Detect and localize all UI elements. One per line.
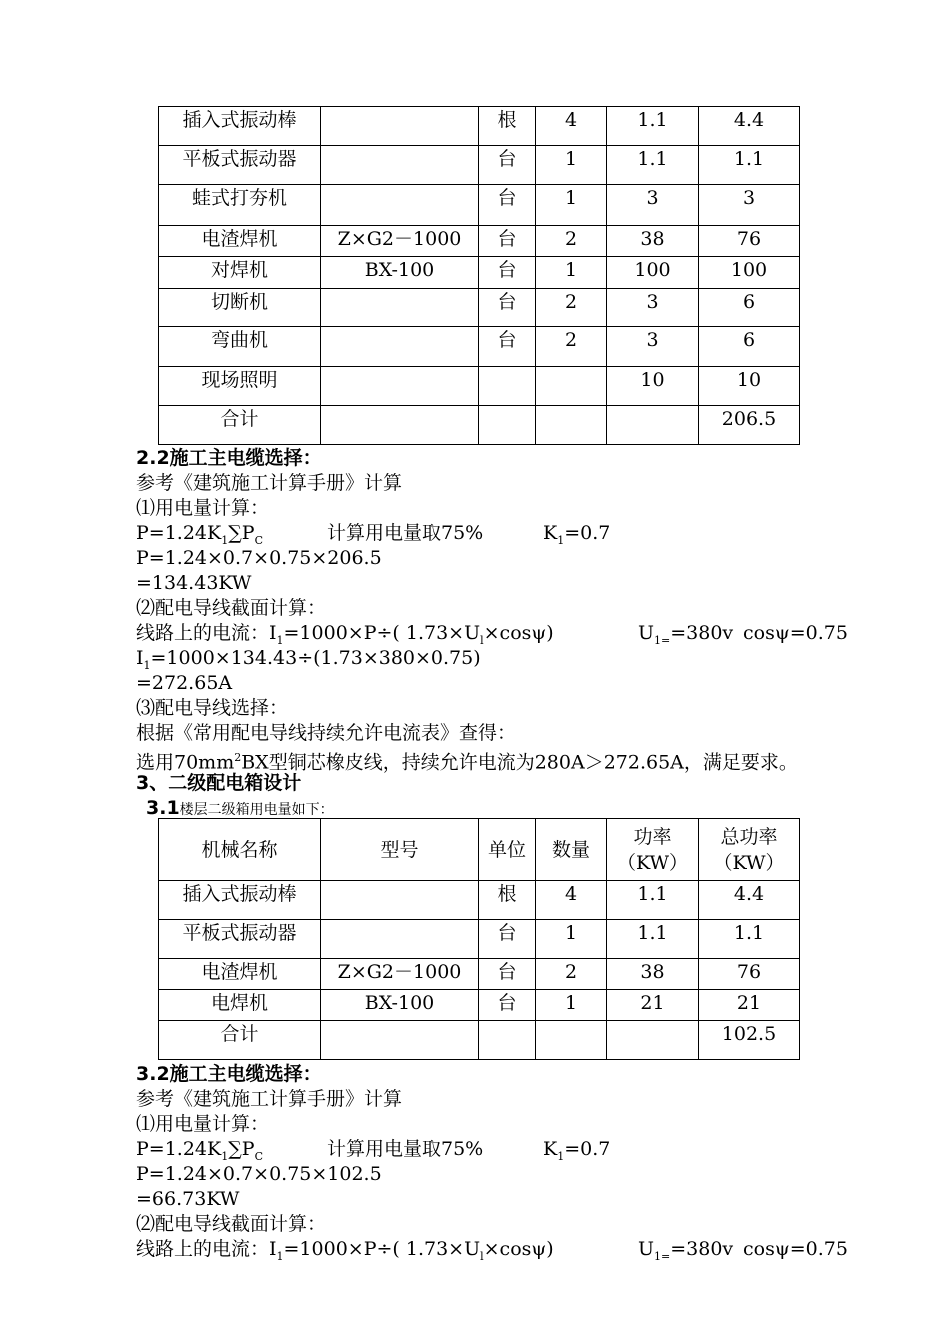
cell-unit: 台	[479, 226, 536, 257]
cell-model: BX-100	[321, 257, 479, 289]
calc-line: P=1.24×0.7×0.75×206.5	[136, 547, 382, 569]
formula-line: $P=1.24K_1\sum P_C$	[136, 522, 263, 547]
cell-unit: 台	[479, 185, 536, 226]
cell-unit: 台	[479, 257, 536, 289]
cell-name: 弯曲机	[159, 327, 321, 367]
cell-model	[321, 1021, 479, 1060]
cell-unit: 台	[479, 327, 536, 367]
cell-name: 蛙式打夯机	[159, 185, 321, 226]
cell-qty: 1	[536, 920, 607, 959]
cell-model	[321, 289, 479, 327]
cos-value: cosψ=0.75	[743, 1238, 848, 1260]
cell-model: Z×G2－1000	[321, 959, 479, 990]
cell-name: 切断机	[159, 289, 321, 327]
subsection-section-calc: ⑵配电导线截面计算：	[136, 597, 327, 619]
header-total: 总功率 （KW）	[699, 819, 800, 881]
power-table-2	[158, 818, 800, 1060]
cell-name: 插入式振动棒	[159, 107, 321, 146]
calc-result: =66.73KW	[136, 1188, 240, 1210]
cell-power	[607, 1021, 699, 1060]
cell-power: 10	[607, 367, 699, 406]
cell-unit: 台	[479, 990, 536, 1021]
header-model: 型号	[321, 819, 479, 881]
cell-qty: 1	[536, 146, 607, 185]
cell-total: 102.5	[699, 1021, 800, 1060]
cell-model	[321, 327, 479, 367]
cell-unit: 台	[479, 289, 536, 327]
cell-total: 1.1	[699, 920, 800, 959]
cell-total: 4.4	[699, 881, 800, 920]
cell-total: 6	[699, 289, 800, 327]
table-row	[159, 327, 800, 367]
cell-total: 1.1	[699, 146, 800, 185]
k-coefficient: $K_1=0.7$	[543, 1138, 611, 1163]
cell-power: 1.1	[607, 920, 699, 959]
section-heading-2-2: 2.2施工主电缆选择：	[136, 447, 322, 469]
cell-model	[321, 185, 479, 226]
section-heading-3-2: 3.2施工主电缆选择：	[136, 1063, 322, 1085]
cell-total: 76	[699, 959, 800, 990]
cell-name: 平板式振动器	[159, 146, 321, 185]
subsection-3-1: 3.1楼层二级箱用电量如下：	[146, 797, 334, 819]
cell-qty: 2	[536, 327, 607, 367]
cell-name: 现场照明	[159, 367, 321, 406]
table-row	[159, 881, 800, 920]
subsection-power-calc: ⑴用电量计算：	[136, 497, 270, 519]
cell-qty	[536, 1021, 607, 1060]
k-coefficient: $K_1=0.7$	[543, 522, 611, 547]
table-row	[159, 367, 800, 406]
subsection-section-calc: ⑵配电导线截面计算：	[136, 1213, 327, 1235]
cell-power: 3	[607, 289, 699, 327]
header-qty: 数量	[536, 819, 607, 881]
calc-line: P=1.24×0.7×0.75×102.5	[136, 1163, 382, 1185]
cell-power: 3	[607, 185, 699, 226]
reference-text: 参考《建筑施工计算手册》计算	[136, 472, 403, 494]
cell-qty	[536, 406, 607, 445]
table-row	[159, 289, 800, 327]
cell-unit	[479, 367, 536, 406]
cell-name: 合计	[159, 1021, 321, 1060]
cell-unit: 台	[479, 959, 536, 990]
cell-power: 1.1	[607, 146, 699, 185]
formula-note: 计算用电量取75%	[327, 522, 484, 544]
cell-power: 1.1	[607, 881, 699, 920]
table-header-row	[159, 819, 800, 881]
cell-qty: 2	[536, 226, 607, 257]
cell-model	[321, 881, 479, 920]
cell-power: 3	[607, 327, 699, 367]
cell-model	[321, 146, 479, 185]
cell-total: 6	[699, 327, 800, 367]
cell-model	[321, 920, 479, 959]
cell-name: 电焊机	[159, 990, 321, 1021]
cell-unit: 台	[479, 146, 536, 185]
cell-unit	[479, 1021, 536, 1060]
header-unit: 单位	[479, 819, 536, 881]
voltage-value: $U_{1=}=380v$	[638, 1238, 734, 1263]
cell-qty: 1	[536, 257, 607, 289]
table-row	[159, 107, 800, 146]
table-total-row	[159, 1021, 800, 1060]
cell-qty: 2	[536, 289, 607, 327]
reference-text: 参考《建筑施工计算手册》计算	[136, 1088, 403, 1110]
cell-power: 38	[607, 226, 699, 257]
cell-model: BX-100	[321, 990, 479, 1021]
calc-result: =134.43KW	[136, 572, 252, 594]
cell-total: 76	[699, 226, 800, 257]
cell-total: 3	[699, 185, 800, 226]
cell-unit	[479, 406, 536, 445]
current-formula: 线路上的电流：$I_1=1000\times P\div$( $1.73\times U_l\times\cos\psi$)	[136, 622, 554, 647]
power-table-1	[158, 106, 800, 445]
cell-name: 平板式振动器	[159, 920, 321, 959]
cell-name: 对焊机	[159, 257, 321, 289]
header-name: 机械名称	[159, 819, 321, 881]
cell-total: 4.4	[699, 107, 800, 146]
table-row	[159, 146, 800, 185]
current-formula: 线路上的电流：$I_1=1000\times P\div$( $1.73\times U_l\times\cos\psi$)	[136, 1238, 554, 1263]
cell-qty: 1	[536, 185, 607, 226]
cell-model	[321, 406, 479, 445]
cell-model	[321, 107, 479, 146]
cos-value: cosψ=0.75	[743, 622, 848, 644]
formula-line: $P=1.24K_1\sum P_C$	[136, 1138, 263, 1163]
table-row	[159, 920, 800, 959]
cell-name: 电渣焊机	[159, 959, 321, 990]
cell-qty: 1	[536, 990, 607, 1021]
cell-total: 10	[699, 367, 800, 406]
cell-name: 插入式振动棒	[159, 881, 321, 920]
table-row	[159, 257, 800, 289]
cell-power: 100	[607, 257, 699, 289]
cell-qty	[536, 367, 607, 406]
table-row	[159, 226, 800, 257]
selection-text: 选用$70mm^2BX$型铜芯橡皮线，持续允许电流为280A＞272.65A，满足要求。	[136, 751, 798, 774]
cell-name: 电渣焊机	[159, 226, 321, 257]
table-row	[159, 959, 800, 990]
cell-power: 21	[607, 990, 699, 1021]
cell-power	[607, 406, 699, 445]
cell-unit: 台	[479, 920, 536, 959]
table-total-row	[159, 406, 800, 445]
table-row	[159, 185, 800, 226]
subsection-wire-select: ⑶配电导线选择：	[136, 697, 289, 719]
current-calc: $I_1=1000\times 134.43\div(1.73\times 380\times 0.75)$	[136, 647, 481, 672]
section-heading-3: 3、二级配电箱设计	[136, 772, 302, 794]
cell-qty: 4	[536, 881, 607, 920]
cell-unit: 根	[479, 107, 536, 146]
cell-name: 合计	[159, 406, 321, 445]
cell-total: 21	[699, 990, 800, 1021]
voltage-value: $U_{1=}=380v$	[638, 622, 734, 647]
cell-power: 1.1	[607, 107, 699, 146]
cell-power: 38	[607, 959, 699, 990]
current-result: =272.65A	[136, 672, 233, 694]
cell-qty: 2	[536, 959, 607, 990]
cell-unit: 根	[479, 881, 536, 920]
cell-model	[321, 367, 479, 406]
cell-model: Z×G2－1000	[321, 226, 479, 257]
cell-total: 206.5	[699, 406, 800, 445]
formula-note: 计算用电量取75%	[327, 1138, 484, 1160]
lookup-text: 根据《常用配电导线持续允许电流表》查得：	[136, 722, 517, 744]
cell-total: 100	[699, 257, 800, 289]
table-row	[159, 990, 800, 1021]
subsection-power-calc: ⑴用电量计算：	[136, 1113, 270, 1135]
cell-qty: 4	[536, 107, 607, 146]
header-power: 功率 （KW）	[607, 819, 699, 881]
